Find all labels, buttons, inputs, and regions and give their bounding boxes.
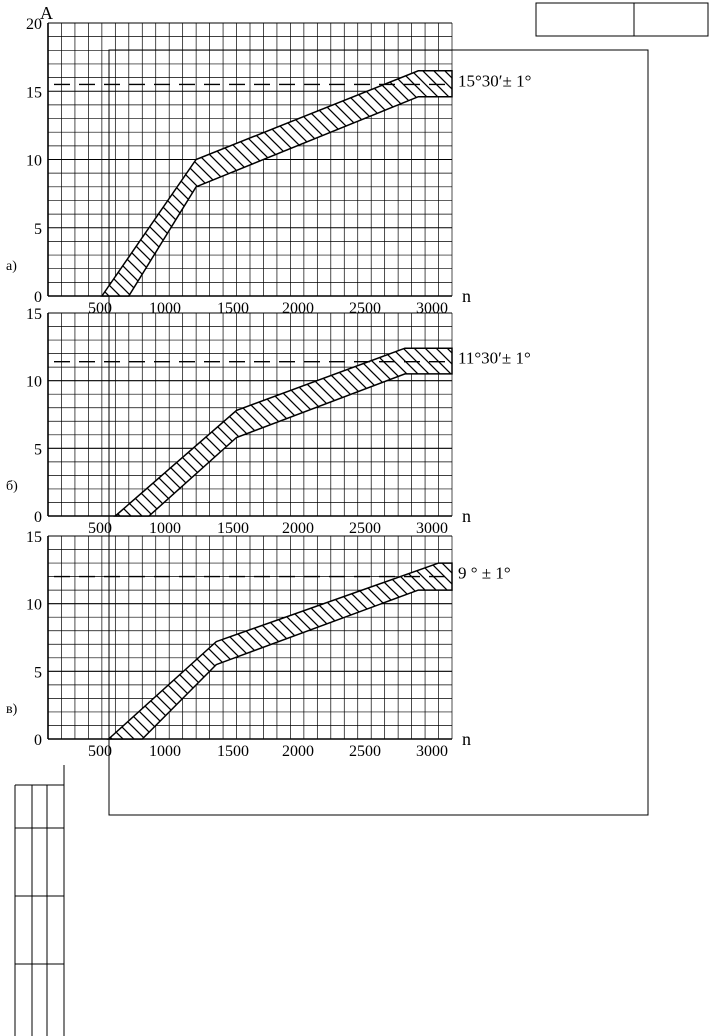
y-tick-label: 5 bbox=[34, 441, 42, 459]
y-axis-label: A bbox=[40, 3, 53, 23]
y-tick-label: 5 bbox=[34, 664, 42, 682]
chart-b bbox=[6, 306, 531, 537]
x-axis-label: n bbox=[462, 286, 471, 306]
y-tick-label: 15 bbox=[26, 306, 42, 323]
tolerance-band bbox=[109, 563, 452, 739]
y-tick-label: 0 bbox=[34, 732, 42, 749]
x-tick-label: 1000 bbox=[149, 300, 181, 317]
x-tick-label: 2500 bbox=[349, 300, 381, 317]
x-tick-label: 3000 bbox=[416, 743, 448, 760]
x-tick-label: 2500 bbox=[349, 520, 381, 537]
tolerance-label: 9 ° ± 1° bbox=[458, 563, 511, 583]
x-tick-label: 3000 bbox=[416, 300, 448, 317]
y-tick-label: 10 bbox=[26, 373, 42, 391]
y-tick-label: 0 bbox=[34, 509, 42, 526]
y-tick-label: 5 bbox=[34, 220, 42, 238]
tolerance-label: 15°30′± 1° bbox=[458, 71, 532, 91]
x-axis-label: n bbox=[462, 506, 471, 526]
x-tick-label: 500 bbox=[88, 743, 112, 760]
y-tick-label: 15 bbox=[26, 84, 42, 102]
panel-label: б) bbox=[6, 479, 18, 494]
y-tick-label: 0 bbox=[34, 289, 42, 306]
x-tick-label: 1000 bbox=[149, 520, 181, 537]
y-tick-label: 15 bbox=[26, 529, 42, 546]
x-tick-label: 1500 bbox=[217, 743, 249, 760]
x-tick-label: 1000 bbox=[149, 743, 181, 760]
x-tick-label: 2000 bbox=[282, 520, 314, 537]
x-tick-label: 2500 bbox=[349, 743, 381, 760]
panel-label: а) bbox=[6, 259, 17, 274]
x-tick-label: 1500 bbox=[217, 520, 249, 537]
x-tick-label: 500 bbox=[88, 300, 112, 317]
inner-frame bbox=[109, 50, 648, 815]
chart-c bbox=[6, 529, 511, 760]
x-axis-label: n bbox=[462, 729, 471, 749]
x-tick-label: 2000 bbox=[282, 300, 314, 317]
tolerance-label: 11°30′± 1° bbox=[458, 348, 531, 368]
tolerance-band bbox=[115, 348, 452, 516]
x-tick-label: 1500 bbox=[217, 300, 249, 317]
x-tick-label: 3000 bbox=[416, 520, 448, 537]
panel-label: в) bbox=[6, 702, 18, 717]
x-tick-label: 500 bbox=[88, 520, 112, 537]
y-tick-label: 20 bbox=[26, 16, 42, 33]
y-tick-label: 10 bbox=[26, 596, 42, 614]
x-tick-label: 2000 bbox=[282, 743, 314, 760]
y-tick-label: 10 bbox=[26, 152, 42, 170]
title-block-top bbox=[536, 3, 708, 36]
